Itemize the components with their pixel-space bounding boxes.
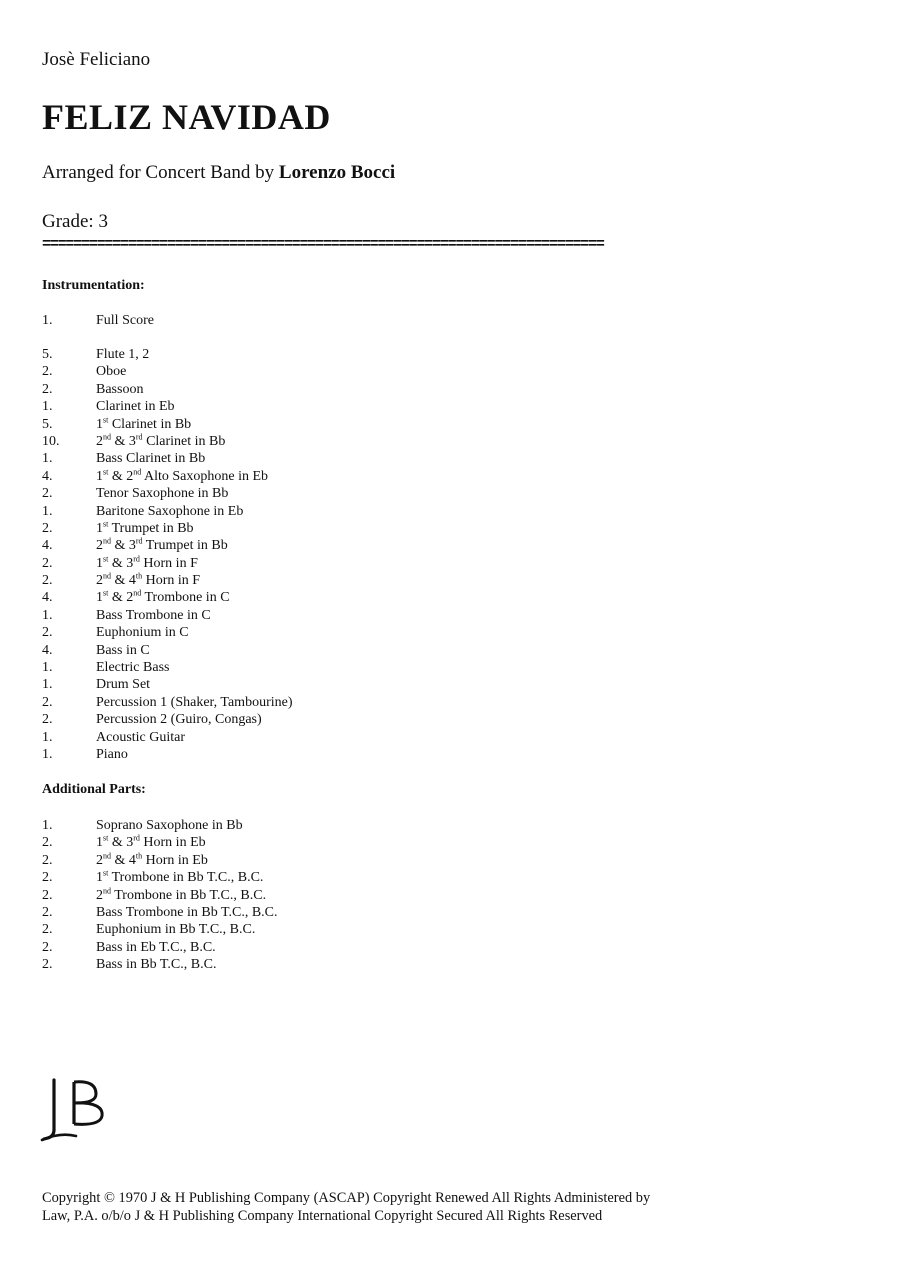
- part-quantity: 1.: [42, 818, 53, 833]
- part-name: 1st & 2nd Trombone in C: [96, 588, 230, 606]
- part-name: Full Score: [96, 313, 154, 328]
- part-quantity: 4.: [42, 538, 53, 554]
- part-quantity: 2.: [42, 625, 53, 641]
- part-name: 1st Trombone in Bb T.C., B.C.: [96, 868, 264, 886]
- part-name: 2nd & 4th Horn in Eb: [96, 851, 208, 868]
- part-name: Bass Trombone in Bb T.C., B.C.: [96, 904, 278, 920]
- part-quantity: 2.: [42, 957, 53, 973]
- part-name: Flute 1, 2: [96, 347, 150, 362]
- part-quantity: 1.: [42, 729, 53, 745]
- arranger-line: [42, 162, 395, 184]
- instrumentation-heading: Instrumentation:: [42, 278, 145, 293]
- part-quantity: 2.: [42, 486, 53, 502]
- part-name: Tenor Saxophone in Bb: [96, 486, 229, 502]
- part-name: Bass Trombone in C: [96, 607, 211, 623]
- additional-parts-heading: Additional Parts:: [42, 782, 146, 797]
- part-quantity: 1.: [42, 313, 53, 328]
- part-name: Bass in C: [96, 642, 150, 658]
- part-name: 2nd & 3rd Clarinet in Bb: [96, 432, 226, 449]
- part-name: Acoustic Guitar: [96, 729, 186, 745]
- part-name: 1st & 3rd Horn in F: [96, 554, 198, 571]
- arranger-prefix: Arranged for Concert Band by: [42, 162, 279, 183]
- part-name: Bass in Eb T.C., B.C.: [96, 939, 216, 955]
- part-quantity: 2.: [42, 573, 53, 589]
- composer-name: Josè Feliciano: [42, 49, 151, 70]
- lb-monogram-icon: [40, 1074, 110, 1144]
- part-name: 1st & 3rd Horn in Eb: [96, 833, 206, 851]
- part-name: Euphonium in C: [96, 625, 189, 641]
- part-name: Euphonium in Bb T.C., B.C.: [96, 922, 256, 938]
- copyright-line-1: Copyright © 1970 J & H Publishing Company (ASCAP) Copyright Renewed All Rights Administered by: [42, 1190, 651, 1206]
- part-quantity: 4.: [42, 642, 53, 658]
- part-quantity: 2.: [42, 904, 53, 920]
- part-quantity: 1.: [42, 746, 53, 762]
- part-name: Bass Clarinet in Bb: [96, 451, 206, 467]
- part-name: Electric Bass: [96, 660, 170, 676]
- part-quantity: 1.: [42, 451, 53, 467]
- part-quantity: 10.: [42, 433, 60, 449]
- part-name: Bassoon: [96, 381, 144, 397]
- part-quantity: 2.: [42, 922, 53, 938]
- grade-label: Grade: 3: [42, 211, 108, 232]
- part-quantity: 5.: [42, 416, 53, 432]
- part-name: 1st Clarinet in Bb: [96, 414, 192, 432]
- part-name: Bass in Bb T.C., B.C.: [96, 957, 217, 973]
- part-quantity: 2.: [42, 555, 53, 571]
- part-quantity: 5.: [42, 347, 53, 362]
- copyright-notice: [42, 1189, 742, 1225]
- piece-title: FELIZ NAVIDAD: [42, 97, 331, 137]
- part-quantity: 2.: [42, 835, 53, 851]
- separator-rule: ========================================================================: [42, 236, 604, 253]
- copyright-line-2: Law, P.A. o/b/o J & H Publishing Company International Copyright Secured All Rights Reserved: [42, 1208, 603, 1224]
- part-quantity: 1.: [42, 503, 53, 519]
- part-name: Baritone Saxophone in Eb: [96, 503, 244, 519]
- part-name: Piano: [96, 746, 128, 762]
- part-name: Soprano Saxophone in Bb: [96, 818, 243, 833]
- part-name: Clarinet in Eb: [96, 399, 175, 415]
- part-name: 2nd Trombone in Bb T.C., B.C.: [96, 885, 267, 903]
- part-quantity: 2.: [42, 381, 53, 397]
- part-name: Drum Set: [96, 677, 151, 693]
- part-name: Oboe: [96, 364, 127, 380]
- part-quantity: 2.: [42, 887, 53, 903]
- part-name: 1st Trumpet in Bb: [96, 519, 194, 536]
- part-quantity: 4.: [42, 590, 53, 606]
- part-quantity: 2.: [42, 712, 53, 728]
- part-quantity: 2.: [42, 364, 53, 380]
- part-quantity: 1.: [42, 660, 53, 676]
- part-quantity: 2.: [42, 870, 53, 886]
- part-quantity: 1.: [42, 607, 53, 623]
- part-quantity: 2.: [42, 939, 53, 955]
- part-quantity: 2.: [42, 694, 53, 710]
- arranger-name: Lorenzo Bocci: [278, 162, 396, 183]
- part-quantity: 2.: [42, 520, 53, 536]
- part-name: Percussion 2 (Guiro, Congas): [96, 712, 262, 728]
- part-quantity: 4.: [42, 468, 53, 484]
- part-name: 2nd & 4th Horn in F: [96, 571, 201, 589]
- part-quantity: 2.: [42, 852, 53, 868]
- part-name: Percussion 1 (Shaker, Tambourine): [96, 694, 293, 710]
- part-quantity: 1.: [42, 677, 53, 693]
- part-quantity: 1.: [42, 399, 53, 415]
- publisher-logo: [40, 1074, 110, 1144]
- part-name: 1st & 2nd Alto Saxophone in Eb: [96, 467, 269, 484]
- part-name: 2nd & 3rd Trumpet in Bb: [96, 536, 228, 554]
